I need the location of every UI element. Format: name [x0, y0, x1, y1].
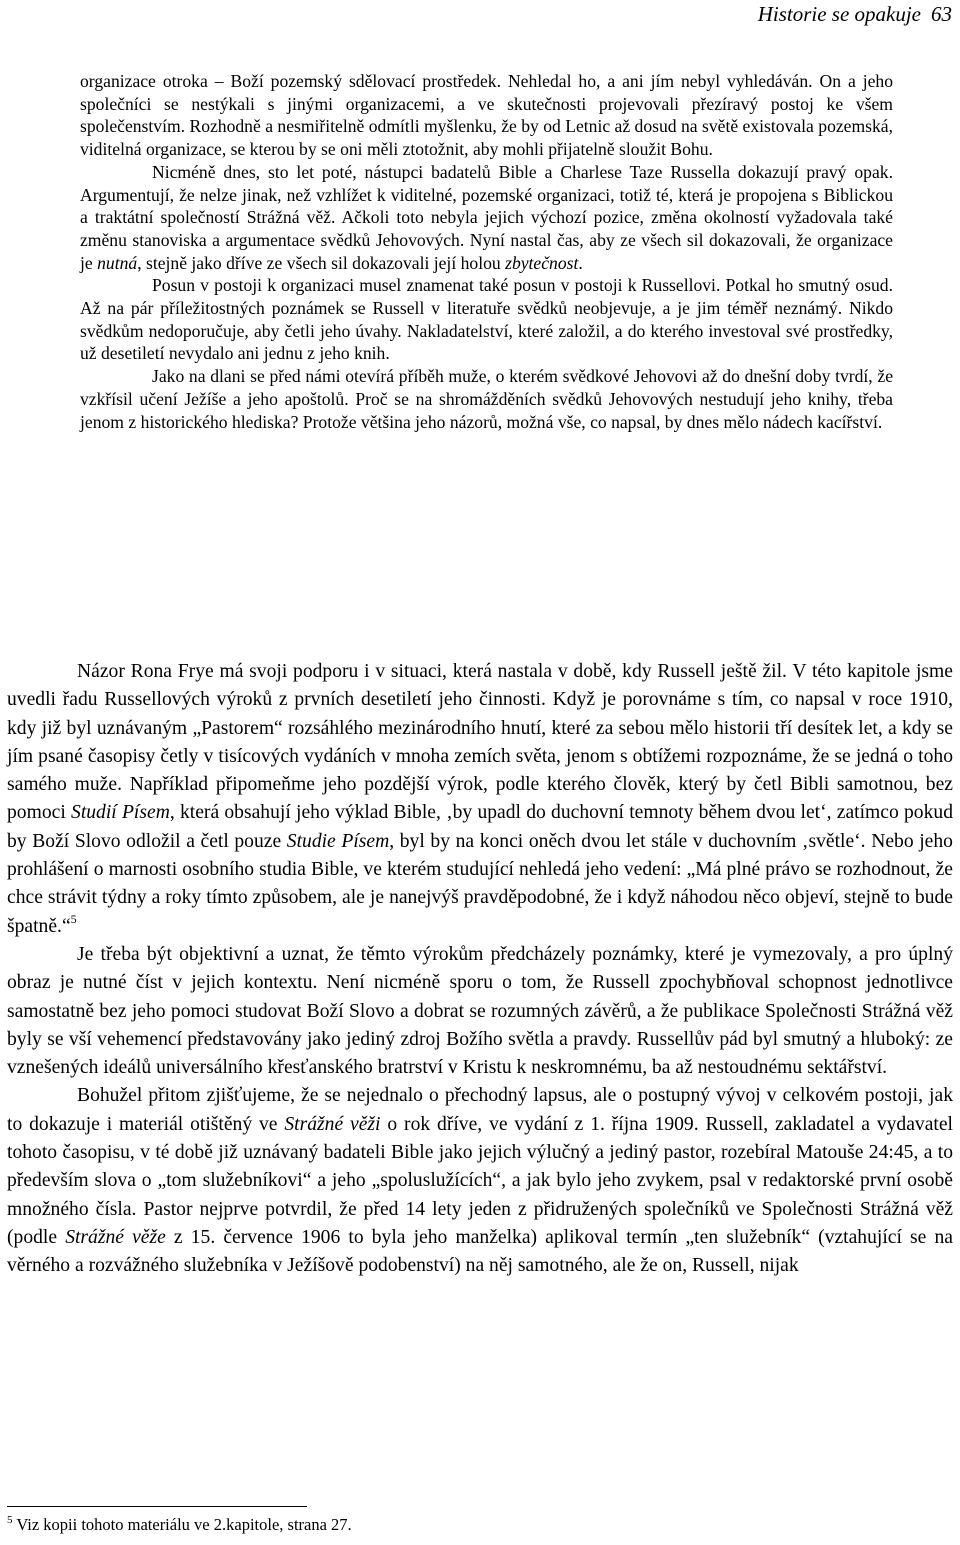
- body-paragraph: [7, 658, 953, 941]
- running-header-title: Historie se opakuje: [757, 2, 921, 26]
- periodical-title: Strážné věži: [284, 1113, 381, 1135]
- text-run: Posun v postoji k organizaci musel znamenat také posun v postoji k Russellovi. Potkal ho smutný osud. Až na pár příležitostných poznámek se Russell v literatuře svědků neobjevuje, a je jim téměř neznámý. Nikdo svědkům nedoporučuje, aby četli jeho úvahy. Nakladatelství, které založil, a do kterého investoval své prostředky, už desetiletí nevydalo ani jednu z jeho knih.: [80, 275, 893, 364]
- periodical-title: Strážné věže: [65, 1226, 166, 1248]
- text-run: , byl by na konci oněch dvou let stále v duchovním ‚světle‘. Nebo jeho prohlášení o marnosti osobního studia Bible, ve kterém studující nehledá jeho vedení: „Má plné právo se rozhodnout, že chce strávit týdny a roky tímto způsobem, ale je nanejvýš pravděpodobné, že i když náhodou něco objeví, stejně to bude špatně.“: [7, 830, 953, 937]
- emphasis: zbytečnost: [505, 252, 579, 273]
- text-run: Bohužel přitom zjišťujeme, že se nejednalo o přechodný lapsus, ale o postupný vývoj v celkovém postoji, jak to dokazuje i materiál otištěný ve: [7, 1085, 953, 1135]
- text-run: o rok dříve, ve vydání z 1. října 1909. Russell, zakladatel a vydavatel tohoto časopisu, v té době již uznávaný badateli Bible jako jejich výlučný a jediný pastor, rozebíral Matouše 24:45, a to především slova o „tom služebníkovi“ a jeho „spoluslužících“, a jak bylo jeho zvykem, psal v redaktorské první osobě množného čísla. Pastor nejprve potvrdil, že před 14 lety jeden z přidružených společníků ve Společnosti Strážná věž (podle: [7, 1113, 953, 1248]
- text-run: Nicméně dnes, sto let poté, nástupci badatelů Bible a Charlese Taze Russella dokazují pravý opak. Argumentují, že nelze jinak, než vzhlížet k viditelné, pozemské organizaci, totiž té, která je propojena s Biblickou a traktátní společností Strážná věž. Ačkoli toto nebyla jejich výchozí pozice, změna okolností vyžadovala také změnu stanoviska a argumentace svědků Jehovových. Nyní nastal čas, aby ze všech sil dokazovali, že organizace je: [80, 161, 893, 273]
- text-run: Je třeba být objektivní a uznat, že těmto výrokům předcházely poznámky, které je vymezovaly, a pro úplný obraz je nutné číst v jejich kontextu. Není nicméně sporu o tom, že Russell zpochybňoval schopnost jednotlivce samostatně bez jeho pomoci studovat Boží Slovo a dobrat se rozumných závěrů, a že publikace Společnosti Strážná věž byly se vší vehemencí představovány jako jediný zdroj Božího světla a pravdy. Russellův pád byl smutný a hluboký: ze vznešených ideálů universálního křesťanského bratrství v Kristu k neskromnému, ba až nestoudnému sektářství.: [7, 943, 953, 1079]
- text-run: Názor Rona Frye má svoji podporu i v situaci, která nastala v době, kdy Russell ještě žil. V této kapitole jsme uvedli řadu Russellových výroků z prvních desetiletí jeho činnosti. Když je porovnáme s tím, co napsal v roce 1910, kdy již byl uznávaným „Pastorem“ rozsáhlého mezinárodního hnutí, které za sebou mělo historii tří desítek let, a kdy se jím psané časopisy četly v tisícových vydáních v mnoha zemích světa, jenom s obtížemi rozpoznáme, že se jedná o toho samého muže. Například připomeňme jeho pozdější výrok, podle kterého člověk, který by četl Bibli samotnou, bez pomoci: [7, 661, 953, 824]
- text-run: , stejně jako dříve ze všech sil dokazovali její holou: [137, 252, 506, 273]
- running-header: [758, 2, 952, 27]
- block-quote: [80, 70, 893, 433]
- quote-paragraph: [80, 161, 893, 275]
- page-number: 63: [931, 2, 952, 26]
- text-run: Jako na dlani se před námi otevírá příběh muže, o kterém svědkové Jehovovi až do dnešní doby tvrdí, že vzkřísil učení Ježíše a jeho apoštolů. Proč se na shromážděních svědků Jehovových nestudují jeho knihy, třeba jenom z historického hlediska? Protože většina jeho názorů, možná vše, co napsal, by dnes mělo nádech kacířství.: [80, 366, 893, 432]
- text-run: z 15. července 1906 to byla jeho manželka) aplikoval termín „ten služebník“ (vztahující se na věrného a rozvážného služebníka v Ježíšově podobenství) na něj samotného, ale že on, Russell, nijak: [7, 1226, 953, 1277]
- body-text: [7, 658, 953, 1281]
- footnote-reference[interactable]: 5: [70, 911, 77, 926]
- emphasis: nutná: [97, 252, 138, 273]
- footnote-text: Viz kopii tohoto materiálu ve 2.kapitole, strana 27.: [16, 1515, 352, 1534]
- text-run: organizace otroka – Boží pozemský sdělovací prostředek. Nehledal ho, a ani jím nebyl vyhledáván. On a jeho společníci se nestýkali s jinými organizacemi, a ve skutečnosti projevovali přezíravý postoj ke všem společenstvím. Rozhodně a nesmiřitelně odmítli myšlenku, že by od Letnic až dosud na světě existovala pozemská, viditelná organizace, se kterou by se oni měli ztotožnit, aby mohli přijatelně sloužit Bohu.: [80, 71, 894, 160]
- footnote: [7, 1515, 352, 1535]
- body-paragraph: [7, 941, 953, 1082]
- quote-paragraph: [80, 274, 893, 365]
- body-paragraph: [7, 1082, 953, 1280]
- quote-paragraph: [80, 365, 893, 433]
- quote-paragraph: [80, 70, 893, 161]
- footnote-divider: [7, 1506, 307, 1507]
- footnote-number: 5: [7, 1514, 13, 1526]
- book-title: Studie Písem: [286, 830, 390, 852]
- text-run: .: [578, 252, 583, 273]
- text-run: , která obsahují jeho výklad Bible, ‚by upadl do duchovní temnoty během dvou let‘, zatímco pokud by Boží Slovo odložil a četl pouze: [7, 802, 953, 852]
- book-title: Studií Písem: [71, 802, 170, 824]
